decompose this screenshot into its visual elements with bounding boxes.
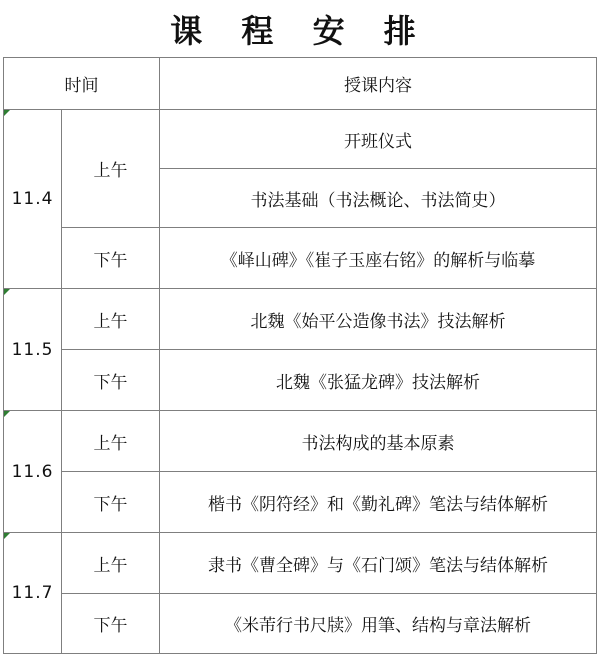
table-row xyxy=(4,472,597,533)
date-cell xyxy=(4,110,62,289)
table-row xyxy=(4,289,597,350)
content-cell: 隶书《曹全碑》与《石门颂》笔法与结体解析 xyxy=(160,533,597,594)
date-cell xyxy=(4,533,62,654)
date-label: 11.7 xyxy=(11,583,54,603)
header-content: 授课内容 xyxy=(160,58,597,110)
content-cell: 开班仪式 xyxy=(160,110,597,169)
table-row xyxy=(4,110,597,169)
slot-cell: 下午 xyxy=(62,228,160,289)
slot-cell: 上午 xyxy=(62,289,160,350)
cell-marker-icon xyxy=(4,289,10,295)
table-row xyxy=(4,228,597,289)
slot-cell: 上午 xyxy=(62,110,160,228)
content-cell: 楷书《阴符经》和《勤礼碑》笔法与结体解析 xyxy=(160,472,597,533)
header-time: 时间 xyxy=(4,58,160,110)
table-row xyxy=(4,411,597,472)
content-cell: 书法构成的基本原素 xyxy=(160,411,597,472)
date-cell xyxy=(4,411,62,533)
slot-cell: 上午 xyxy=(62,411,160,472)
content-cell: 北魏《张猛龙碑》技法解析 xyxy=(160,350,597,411)
slot-cell: 下午 xyxy=(62,350,160,411)
content-cell: 《米芾行书尺牍》用筆、结构与章法解析 xyxy=(160,594,597,654)
cell-marker-icon xyxy=(4,411,10,417)
table-header-row xyxy=(4,58,597,110)
slot-cell: 下午 xyxy=(62,594,160,654)
table-row xyxy=(4,594,597,654)
content-cell: 北魏《始平公造像书法》技法解析 xyxy=(160,289,597,350)
cell-marker-icon xyxy=(4,110,10,116)
date-label: 11.6 xyxy=(11,461,54,482)
schedule-table xyxy=(3,57,597,654)
slot-cell: 上午 xyxy=(62,533,160,594)
page-title: 课 程 安 排 xyxy=(170,11,430,50)
cell-marker-icon xyxy=(4,533,10,539)
slot-cell: 下午 xyxy=(62,472,160,533)
date-label: 11.4 xyxy=(11,189,54,209)
date-cell xyxy=(4,289,62,411)
table-row xyxy=(4,533,597,594)
date-label: 11.5 xyxy=(11,339,54,360)
table-row xyxy=(4,350,597,411)
content-cell: 《峄山碑》《崔子玉座右铭》的解析与临摹 xyxy=(160,228,597,289)
content-cell: 书法基础（书法概论、书法简史） xyxy=(160,169,597,228)
